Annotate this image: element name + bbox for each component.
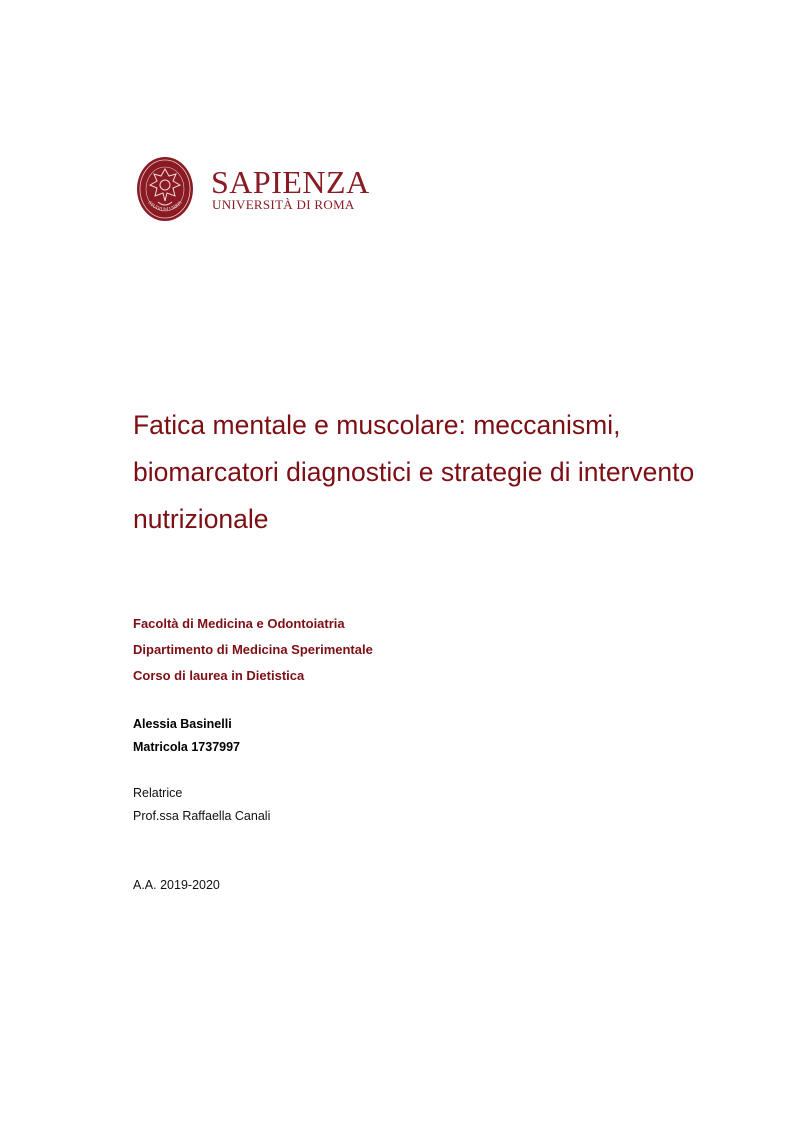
author-matricola: Matricola 1737997: [133, 740, 241, 754]
logo-wordmark: SAPIENZA: [211, 164, 370, 200]
university-seal-icon: [136, 156, 194, 222]
author-block: [133, 713, 240, 759]
thesis-title: Fatica mentale e muscolare: meccanismi, biomarcatori diagnostici e strategie di intervento nutrizionale: [133, 410, 695, 534]
department-line: Dipartimento di Medicina Sperimentale: [133, 642, 373, 657]
author-name: Alessia Basinelli: [133, 717, 232, 731]
faculty-line: Facoltà di Medicina e Odontoiatria: [133, 616, 345, 631]
academic-year: A.A. 2019-2020: [133, 878, 220, 892]
supervisor-role: Relatrice: [133, 786, 183, 800]
logo-subtitle: UNIVERSITÀ DI ROMA: [212, 197, 355, 212]
university-logo: [136, 156, 370, 224]
supervisor-block: [133, 782, 270, 828]
affiliation-list: [133, 611, 373, 689]
supervisor-name: Prof.ssa Raffaella Canali: [133, 809, 271, 823]
course-line: Corso di laurea in Dietistica: [133, 668, 305, 683]
seal-text: STUDIUM URBIS: [146, 200, 184, 213]
